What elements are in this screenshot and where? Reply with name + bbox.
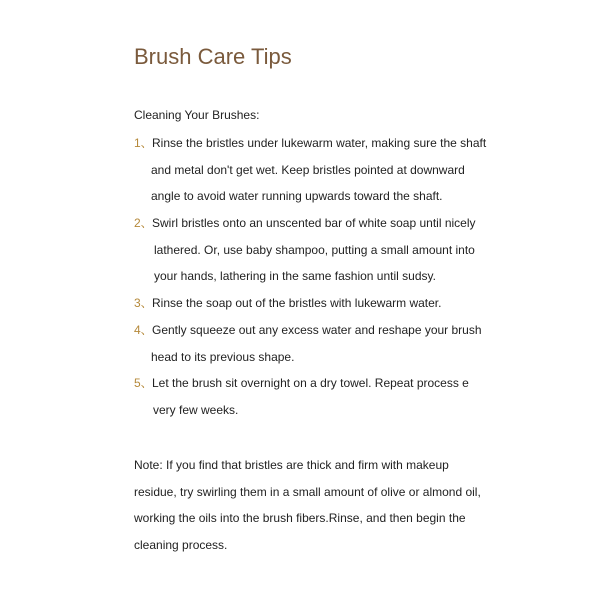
note-paragraph (134, 452, 481, 558)
step-text-line: your hands, lathering in the same fashion until sudsy. (154, 269, 436, 283)
step-text-line: and metal don't get wet. Keep bristles pointed at downward (151, 162, 465, 177)
step-text-line: very few weeks. (153, 402, 239, 417)
step-item (134, 210, 476, 290)
step-text-line: Gently squeeze out any excess water and reshape your brush (152, 323, 482, 337)
step-number: 3、 (134, 296, 153, 310)
step-text-line: angle to avoid water running upwards toward the shaft. (151, 189, 443, 203)
step-item (134, 290, 441, 317)
step-number: 4、 (134, 323, 153, 337)
step-text-line: Let the brush sit overnight on a dry towel. Repeat process e (152, 376, 469, 390)
step-item (134, 130, 486, 210)
step-number: 5、 (134, 376, 153, 390)
note-text-line: cleaning process. (134, 537, 228, 552)
step-text-line: Swirl bristles onto an unscented bar of white soap until nicely (152, 216, 476, 230)
note-text-line: residue, try swirling them in a small amount of olive or almond oil, (134, 484, 481, 499)
step-text-line: Rinse the soap out of the bristles with lukewarm water. (152, 296, 442, 310)
step-text-line: lathered. Or, use baby shampoo, putting a small amount into (154, 242, 475, 257)
step-item (134, 317, 482, 370)
step-item (134, 370, 469, 423)
note-text-line: working the oils into the brush fibers.Rinse, and then begin the (134, 511, 466, 525)
section-heading: Cleaning Your Brushes: (134, 108, 260, 122)
step-text-line: head to its previous shape. (151, 349, 295, 364)
page-title: Brush Care Tips (134, 44, 292, 69)
step-number: 1、 (134, 136, 153, 150)
step-text-line: Rinse the bristles under lukewarm water, making sure the shaft (152, 136, 487, 150)
note-text-line: Note: If you find that bristles are thick and firm with makeup (134, 458, 449, 472)
step-number: 2、 (134, 216, 153, 230)
